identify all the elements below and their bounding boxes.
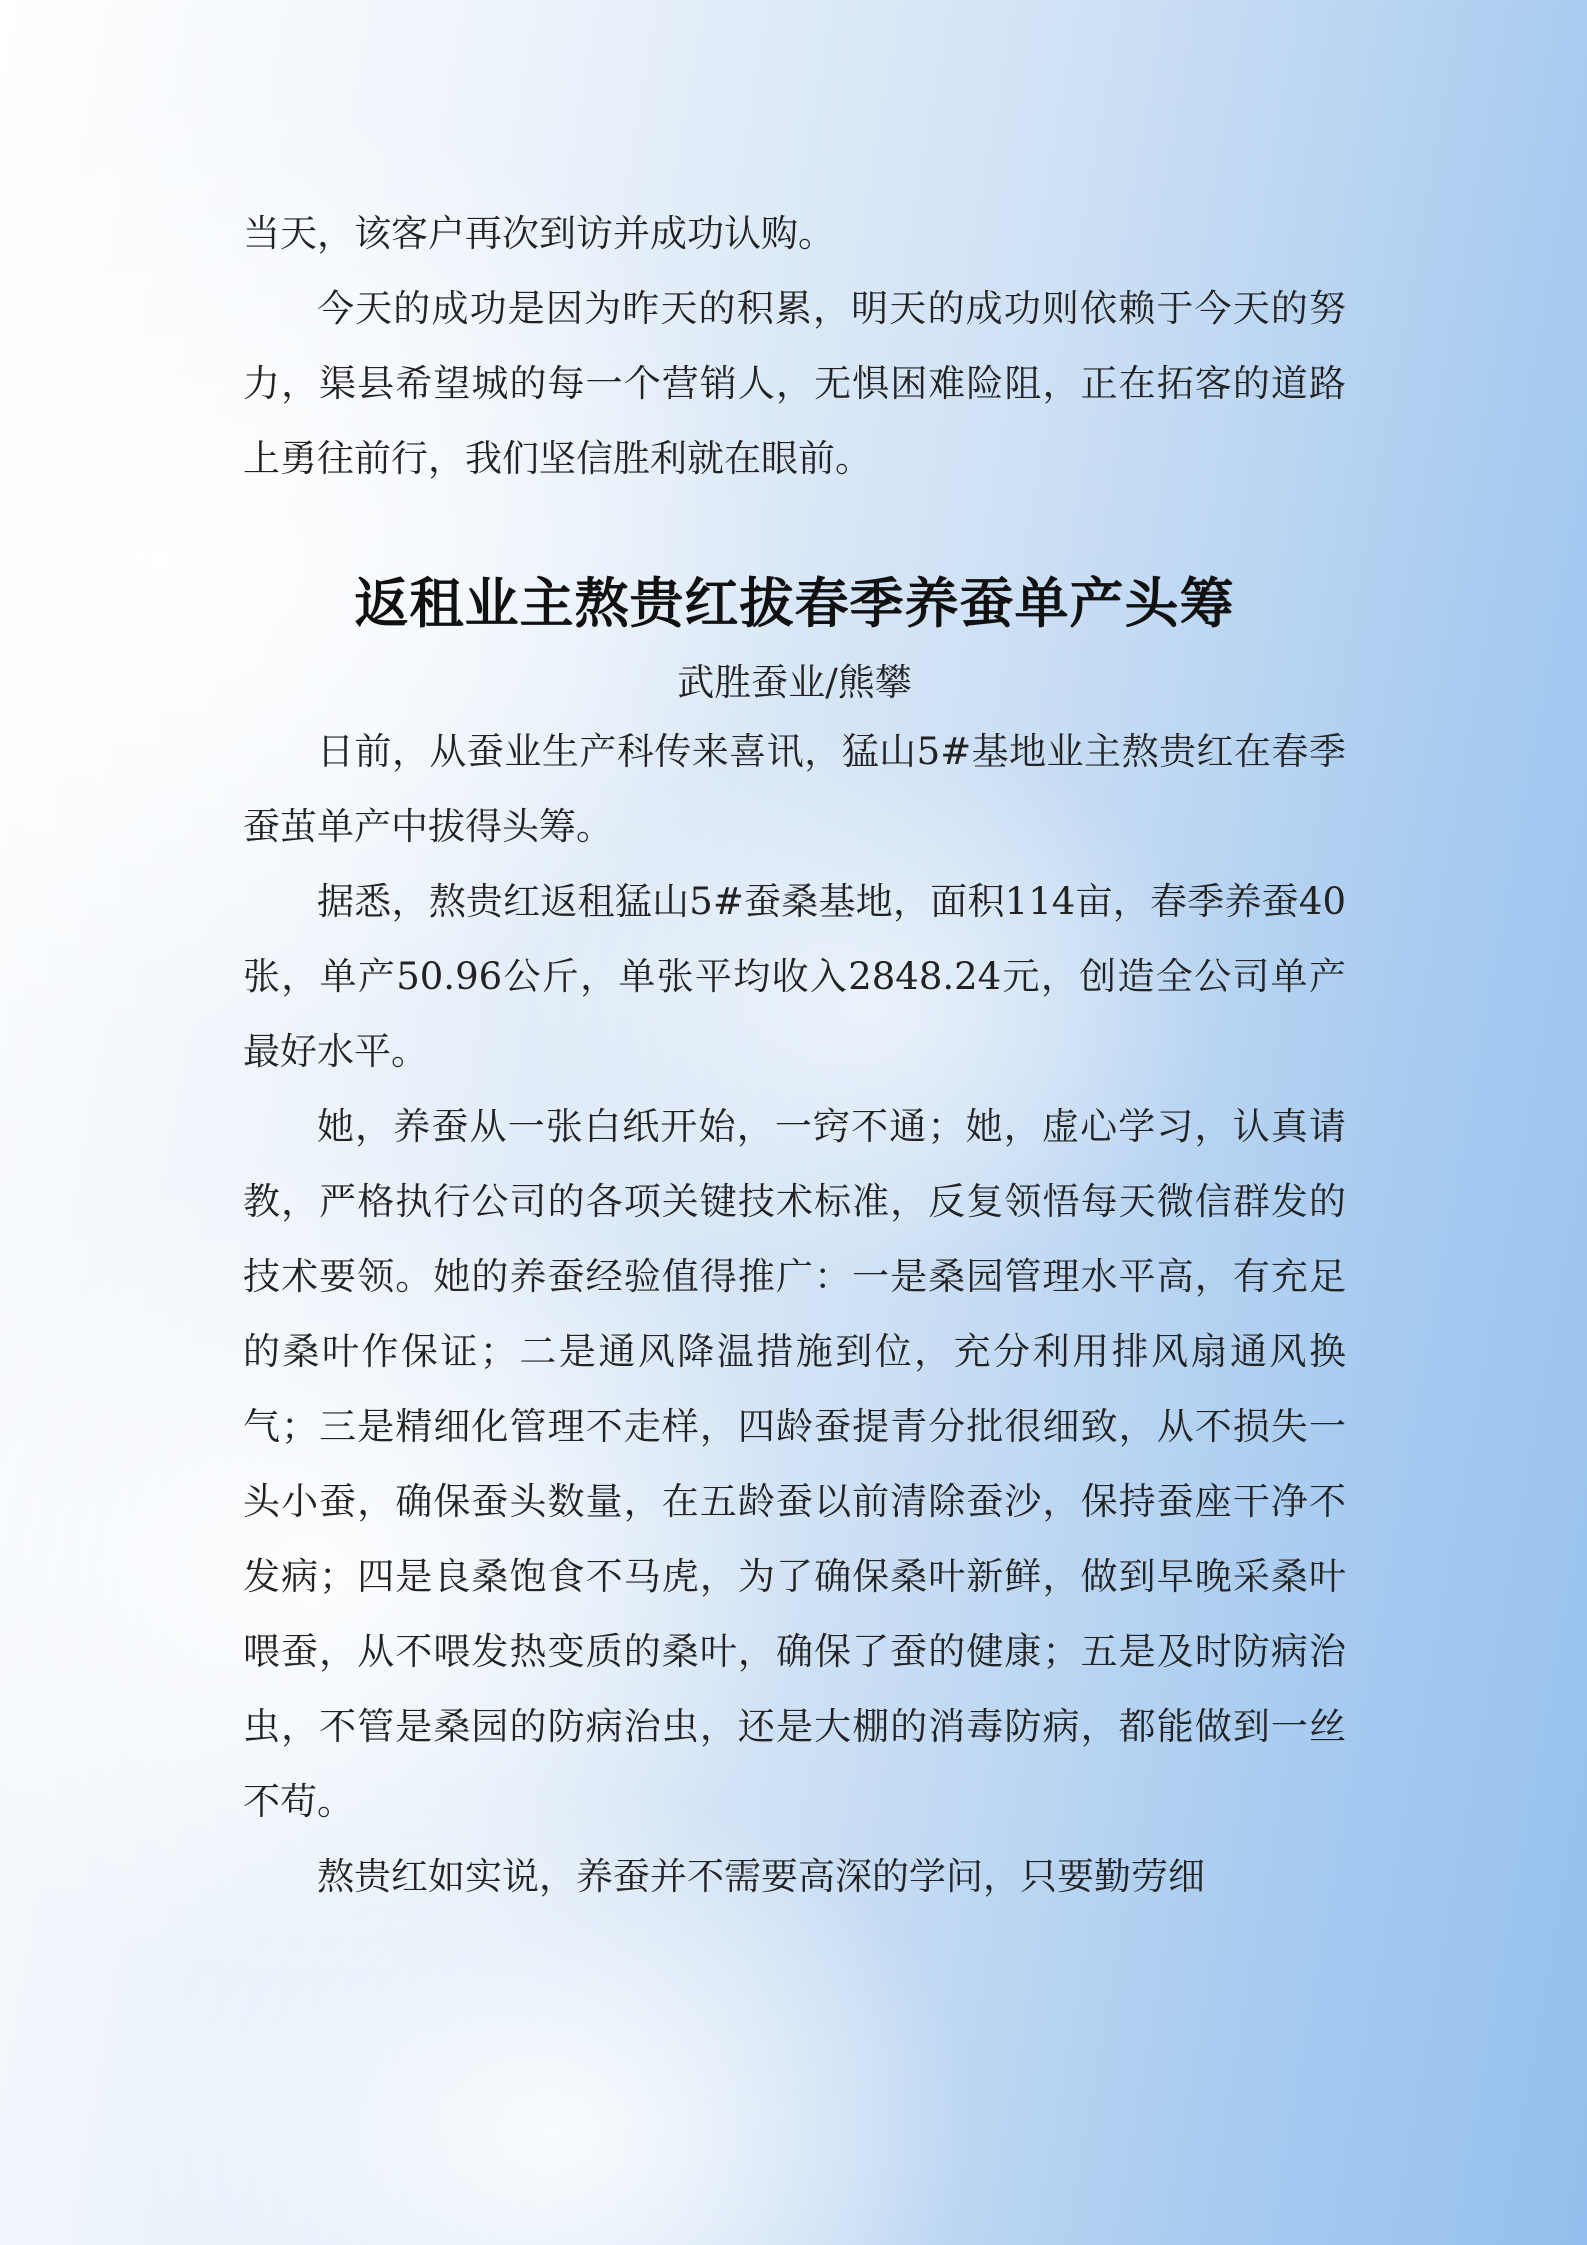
article-title: 返租业主熬贵红拔春季养蚕单产头筹 (354, 571, 1235, 635)
article-paragraph: 据悉，熬贵红返租猛山5#蚕桑基地，面积114亩，春季养蚕40张，单产50.96公斤，单张平均收入2848.24元，创造全公司单产最好水平。 (243, 880, 1346, 1073)
article-paragraph: 她，养蚕从一张白纸开始，一窍不通；她，虚心学习，认真请教，严格执行公司的各项关键技术标准，反复领悟每天微信群发的技术要领。她的养蚕经验值得推广：一是桑园管理水平高，有充足的桑叶作保证；二是通风降温措施到位，充分利用排风扇通风换气；三是精细化管理不走样，四龄蚕提青分批很细致，从不损失一头小蚕，确保蚕头数量，在五龄蚕以前清除蚕沙，保持蚕座干净不发病；四是良桑饱食不马虎，为了确保桑叶新鲜，做到早晚采桑叶喂蚕，从不喂发热变质的桑叶，确保了蚕的健康；五是及时防病治虫，不管是桑园的防病治虫，还是大棚的消毒防病，都能做到一丝不苟。 (243, 1105, 1346, 1823)
page-content (243, 196, 1346, 1914)
article-byline: 武胜蚕业/熊攀 (677, 661, 912, 704)
article-paragraph: 熬贵红如实说，养蚕并不需要高深的学问，只要勤劳细 (317, 1855, 1205, 1898)
intro-paragraph-continued: 当天，该客户再次到访并成功认购。 (243, 212, 835, 255)
intro-paragraph-closing: 今天的成功是因为昨天的积累，明天的成功则依赖于今天的努力，渠县希望城的每一个营销人，无惧困难险阻，正在拓客的道路上勇往前行，我们坚信胜利就在眼前。 (243, 287, 1346, 480)
article-paragraph: 日前，从蚕业生产科传来喜讯，猛山5#基地业主熬贵红在春季蚕茧单产中拔得头筹。 (243, 730, 1346, 848)
